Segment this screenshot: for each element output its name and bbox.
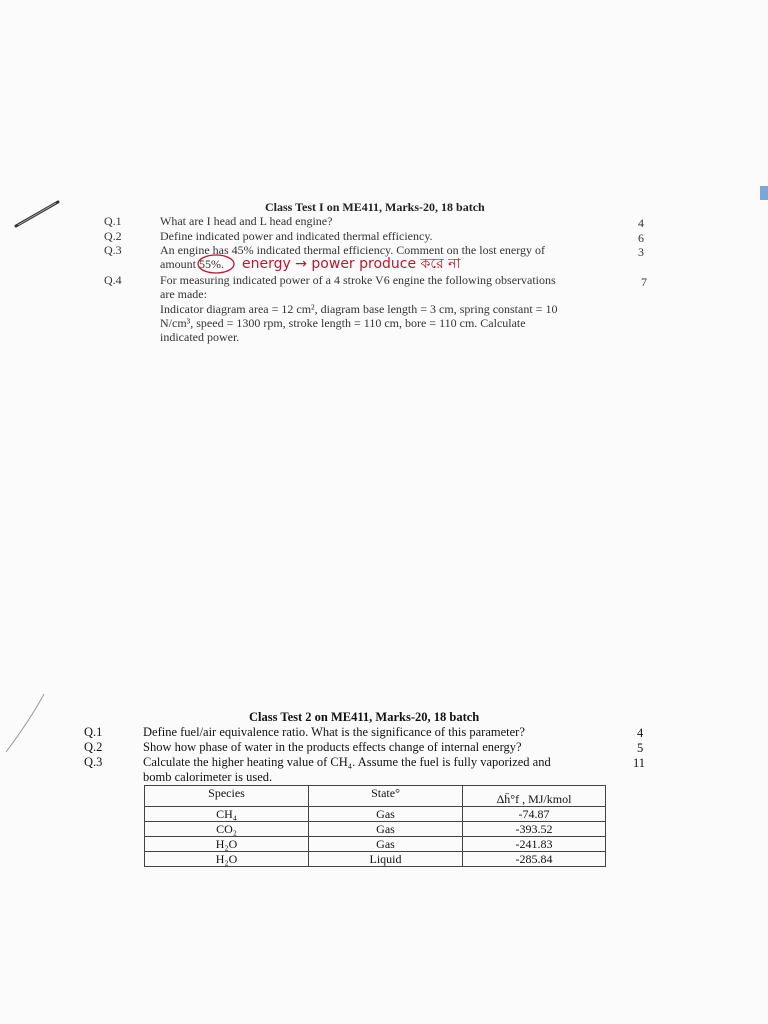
test2-title: Class Test 2 on ME411, Marks-20, 18 batch xyxy=(249,710,480,724)
test1-q4-text-line3: Indicator diagram area = 12 cm², diagram base length = 3 cm, spring constant = 10 xyxy=(160,302,558,316)
table-header-enthalpy: Δh̄°f , MJ/kmol xyxy=(463,786,606,807)
table-cell-enthalpy: -74.87 xyxy=(463,807,606,822)
test1-q4-marks: 7 xyxy=(641,275,647,289)
table-cell-state: Gas xyxy=(309,822,463,837)
table-cell-state: Liquid xyxy=(309,852,463,867)
table-row xyxy=(145,837,606,852)
test1-q4-text-line1: For measuring indicated power of a 4 stroke V6 engine the following observations xyxy=(160,273,556,287)
page-edge-mark xyxy=(760,186,768,200)
test1-q2-number: Q.2 xyxy=(104,229,122,243)
table-cell-enthalpy: -241.83 xyxy=(463,837,606,852)
test2-q2-text: Show how phase of water in the products effects change of internal energy? xyxy=(143,740,522,754)
table-row xyxy=(145,807,606,822)
test2-q1-marks: 4 xyxy=(637,726,644,740)
test1-q3-marks: 3 xyxy=(638,245,644,259)
test2-q2-number: Q.2 xyxy=(84,740,103,754)
table-cell-species: CH₄ xyxy=(145,807,309,822)
test1-q1-number: Q.1 xyxy=(104,214,122,228)
table-cell-state: Gas xyxy=(309,837,463,852)
test1-q2-marks: 6 xyxy=(638,231,644,245)
handwritten-circle xyxy=(196,253,236,275)
test2-q3-text-line2: bomb calorimeter is used. xyxy=(143,770,273,784)
handwritten-note: energy → power produce করে না xyxy=(242,256,461,272)
test2-q1-number: Q.1 xyxy=(84,725,103,739)
table-cell-enthalpy: -285.84 xyxy=(463,852,606,867)
test2-q3-marks: 11 xyxy=(633,756,646,770)
test1-q2-text: Define indicated power and indicated thermal efficiency. xyxy=(160,229,433,243)
test1-q1-marks: 4 xyxy=(638,216,644,230)
test1-q4-text-line2: are made: xyxy=(160,287,207,301)
pencil-mark xyxy=(12,198,62,230)
table-cell-enthalpy: -393.52 xyxy=(463,822,606,837)
table-cell-species: H₂O xyxy=(145,837,309,852)
test1-q3-number: Q.3 xyxy=(104,243,122,257)
table-cell-species: CO₂ xyxy=(145,822,309,837)
table-cell-species: H₂O xyxy=(145,852,309,867)
test1-q4-text-line5: indicated power. xyxy=(160,330,240,344)
test2-q1-text: Define fuel/air equivalence ratio. What is the significance of this parameter? xyxy=(143,725,525,739)
test1-q3-text-line1: An engine has 45% indicated thermal efficiency. Comment on the lost energy of xyxy=(160,243,546,257)
table-header-row xyxy=(145,786,606,807)
table-row xyxy=(145,822,606,837)
test1-q4-number: Q.4 xyxy=(104,273,122,287)
table-cell-state: Gas xyxy=(309,807,463,822)
test1-title: Class Test I on ME411, Marks-20, 18 batch xyxy=(265,200,485,214)
table-header-species: Species xyxy=(145,786,309,807)
pencil-stroke xyxy=(0,690,50,760)
table-row xyxy=(145,852,606,867)
test2-q3-text-line1: Calculate the higher heating value of CH₄. Assume the fuel is fully vaporized and xyxy=(143,755,551,769)
table-header-state: State° xyxy=(309,786,463,807)
enthalpy-table xyxy=(144,785,606,867)
test1-q4-text-line4: N/cm³, speed = 1300 rpm, stroke length = 110 cm, bore = 110 cm. Calculate xyxy=(160,316,526,330)
test2-q2-marks: 5 xyxy=(637,741,644,755)
test2-q3-number: Q.3 xyxy=(84,755,103,769)
test1-q1-text: What are I head and L head engine? xyxy=(160,214,333,228)
test1-q3-text-line2: amount 55%. xyxy=(160,257,224,271)
